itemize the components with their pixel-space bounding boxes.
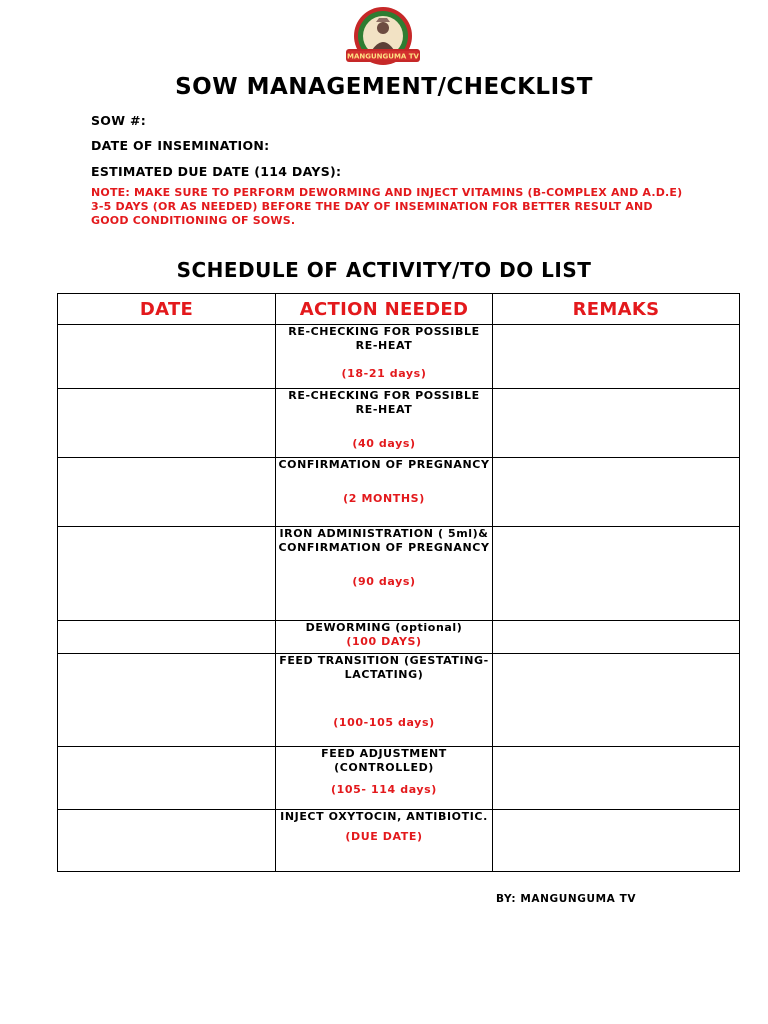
table-row bbox=[58, 527, 740, 621]
action-cell bbox=[276, 458, 493, 527]
action-cell bbox=[276, 747, 493, 810]
schedule-title: SCHEDULE OF ACTIVITY/TO DO LIST bbox=[176, 258, 592, 282]
action-duration: (100-105 days) bbox=[333, 716, 435, 729]
action-duration: (105- 114 days) bbox=[331, 783, 437, 796]
action-label: FEED TRANSITION (GESTATING-LACTATING) bbox=[279, 654, 489, 681]
action-duration: (100 DAYS) bbox=[346, 635, 422, 648]
action-cell bbox=[276, 325, 493, 389]
remarks-cell[interactable] bbox=[493, 654, 740, 747]
schedule-table bbox=[57, 293, 740, 872]
action-label: CONFIRMATION OF PREGNANCY bbox=[278, 458, 490, 471]
remarks-cell[interactable] bbox=[493, 527, 740, 621]
insemination-date-field: DATE OF INSEMINATION: bbox=[91, 138, 270, 153]
action-cell bbox=[276, 810, 493, 872]
date-cell[interactable] bbox=[58, 621, 276, 654]
header-date: DATE bbox=[58, 294, 276, 325]
action-label: INJECT OXYTOCIN, ANTIBIOTIC. bbox=[280, 810, 488, 823]
table-row bbox=[58, 747, 740, 810]
date-cell[interactable] bbox=[58, 325, 276, 389]
action-label: RE-CHECKING FOR POSSIBLE RE-HEAT bbox=[288, 389, 480, 416]
sow-number-field: SOW #: bbox=[91, 113, 147, 128]
action-cell bbox=[276, 654, 493, 747]
remarks-cell[interactable] bbox=[493, 621, 740, 654]
remarks-cell[interactable] bbox=[493, 458, 740, 527]
action-cell bbox=[276, 621, 493, 654]
action-duration: (DUE DATE) bbox=[345, 830, 423, 843]
table-row bbox=[58, 325, 740, 389]
table-row bbox=[58, 810, 740, 872]
footer-credit: BY: MANGUNGUMA TV bbox=[496, 893, 637, 905]
action-duration: (2 MONTHS) bbox=[343, 492, 425, 505]
action-cell bbox=[276, 389, 493, 458]
svg-text:MANGUNGUMA TV: MANGUNGUMA TV bbox=[347, 52, 419, 61]
mangunguma-tv-logo bbox=[340, 6, 426, 72]
date-cell[interactable] bbox=[58, 654, 276, 747]
date-cell[interactable] bbox=[58, 810, 276, 872]
remarks-cell[interactable] bbox=[493, 747, 740, 810]
action-label: RE-CHECKING FOR POSSIBLE RE-HEAT bbox=[288, 325, 480, 352]
action-label: IRON ADMINISTRATION ( 5ml)& CONFIRMATION OF PREGNANCY bbox=[278, 527, 490, 554]
remarks-cell[interactable] bbox=[493, 325, 740, 389]
remarks-cell[interactable] bbox=[493, 389, 740, 458]
date-cell[interactable] bbox=[58, 747, 276, 810]
due-date-field: ESTIMATED DUE DATE (114 DAYS): bbox=[91, 164, 342, 179]
header-action-needed: ACTION NEEDED bbox=[276, 294, 493, 325]
action-duration: (40 days) bbox=[352, 437, 416, 450]
page-title: SOW MANAGEMENT/CHECKLIST bbox=[175, 74, 593, 100]
remarks-cell[interactable] bbox=[493, 810, 740, 872]
date-cell[interactable] bbox=[58, 389, 276, 458]
action-label: DEWORMING (optional) bbox=[305, 621, 463, 634]
action-duration: (18-21 days) bbox=[341, 367, 427, 380]
table-row bbox=[58, 389, 740, 458]
header-remarks: REMAKS bbox=[493, 294, 740, 325]
table-row bbox=[58, 458, 740, 527]
note-text: NOTE: MAKE SURE TO PERFORM DEWORMING AND INJECT VITAMINS (B-COMPLEX AND A.D.E) 3-5 DAYS (OR AS NEEDED) BEFORE THE DAY OF INSEMINATION FOR BETTER RESULT AND GOOD CONDITIONING OF SOWS. bbox=[91, 186, 683, 227]
table-row bbox=[58, 654, 740, 747]
date-cell[interactable] bbox=[58, 458, 276, 527]
table-header-row bbox=[58, 294, 740, 325]
action-label: FEED ADJUSTMENT (CONTROLLED) bbox=[321, 747, 447, 774]
table-row bbox=[58, 621, 740, 654]
date-cell[interactable] bbox=[58, 527, 276, 621]
action-duration: (90 days) bbox=[352, 575, 416, 588]
action-cell bbox=[276, 527, 493, 621]
